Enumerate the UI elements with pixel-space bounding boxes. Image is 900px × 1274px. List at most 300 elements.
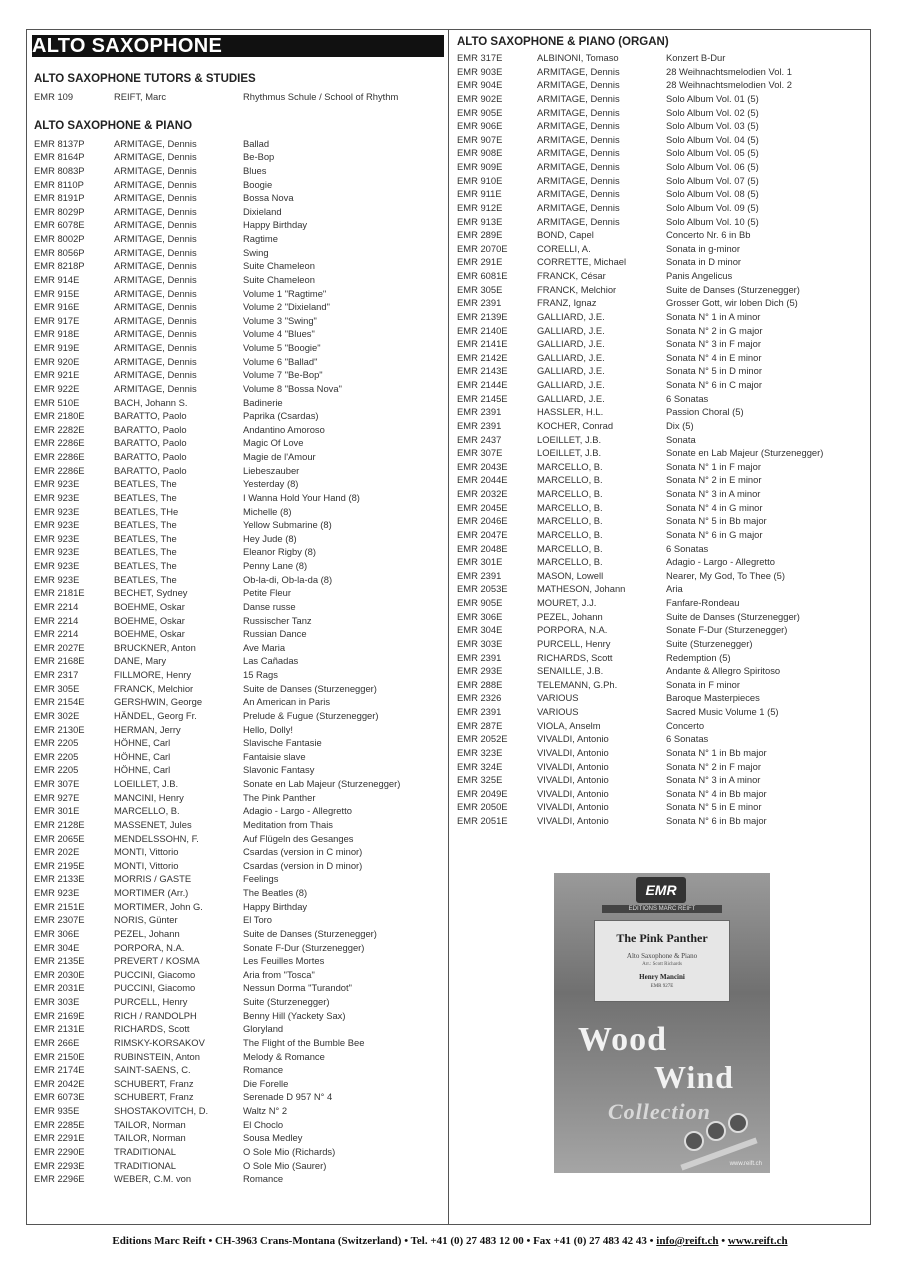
composer-name: PUCCINI, Giacomo [114, 982, 196, 994]
catalog-row [34, 287, 444, 301]
catalog-row [34, 246, 444, 260]
catalog-number: EMR 305E [34, 682, 80, 694]
catalog-number: EMR 2139E [457, 310, 508, 322]
work-title: The Beatles (8) [243, 887, 308, 898]
catalog-row [34, 927, 444, 941]
composer-name: PORPORA, N.A. [114, 941, 185, 953]
work-title: Sonata N° 2 in F major [666, 760, 761, 772]
composer-name: TAILOR, Norman [114, 1118, 186, 1130]
composer-name: SENAILLE, J.B. [537, 665, 604, 677]
catalog-row [34, 654, 444, 668]
composer-name: MANCINI, Henry [114, 791, 184, 803]
work-title: Sonata N° 3 in A minor [666, 774, 761, 786]
work-title: Sonata N° 3 in A minor [666, 488, 761, 499]
composer-name: MENDELSSOHN, F. [114, 832, 199, 844]
composer-name: BARATTO, Paolo [114, 410, 187, 422]
catalog-number: EMR 2070E [457, 242, 508, 254]
catalog-number: EMR 917E [34, 314, 80, 326]
catalog-number: EMR 2043E [457, 460, 508, 472]
catalog-number: EMR 8002P [34, 233, 85, 244]
catalog-number: EMR 923E [34, 560, 80, 571]
catalog-number: EMR 903E [457, 65, 503, 77]
work-title: Redemption (5) [666, 651, 731, 663]
catalog-number: EMR 907E [457, 133, 503, 145]
series-word-wind: Wind [654, 1059, 734, 1095]
work-title: Sousa Medley [243, 1132, 303, 1144]
work-title: Nessun Dorma "Turandot" [243, 982, 352, 994]
composer-name: ARMITAGE, Dennis [114, 260, 197, 272]
work-title: Concerto Nr. 6 in Bb [666, 229, 751, 241]
work-title: Dix (5) [666, 419, 694, 431]
composer-name: ARMITAGE, Dennis [114, 355, 197, 367]
catalog-row [457, 228, 867, 242]
catalog-row [34, 259, 444, 273]
catalog-number: EMR 303E [457, 637, 503, 649]
catalog-row [34, 314, 444, 328]
composer-name: PEZEL, Johann [537, 610, 603, 622]
composer-name: BEATLES, The [114, 519, 177, 531]
catalog-row [34, 1090, 444, 1104]
composer-name: ARMITAGE, Dennis [114, 178, 197, 190]
right-column [457, 36, 867, 828]
composer-name: VIVALDI, Antonio [537, 774, 609, 786]
catalog-row [34, 1172, 444, 1186]
section-title: ALTO SAXOPHONE TUTORS & STUDIES [34, 73, 256, 85]
catalog-number: EMR 2391 [457, 569, 502, 581]
emr-logo: EMR [636, 877, 686, 903]
work-title: Michelle (8) [243, 505, 292, 517]
composer-name: ARMITAGE, Dennis [114, 151, 197, 163]
composer-name: ARMITAGE, Dennis [537, 133, 620, 145]
composer-name: VIVALDI, Antonio [537, 760, 609, 772]
work-title: Nearer, My God, To Thee (5) [666, 569, 785, 581]
catalog-row [457, 133, 867, 147]
work-title: Happy Birthday [243, 219, 308, 231]
composer-name: RUBINSTEIN, Anton [114, 1050, 200, 1062]
composer-name: PURCELL, Henry [537, 637, 611, 649]
catalog-row [34, 627, 444, 641]
composer-name: MARCELLO, B. [537, 542, 603, 554]
composer-name: GALLIARD, J.E. [537, 392, 605, 404]
work-title: Romance [243, 1064, 284, 1076]
catalog-row [34, 777, 444, 791]
composer-name: ARMITAGE, Dennis [537, 201, 620, 213]
catalog-number: EMR 302E [34, 709, 80, 721]
work-title: Sonata N° 6 in Bb major [666, 815, 767, 826]
catalog-row [34, 941, 444, 955]
catalog-number: EMR 2049E [457, 787, 508, 799]
composer-name: BARATTO, Paolo [114, 464, 187, 476]
catalog-number: EMR 202E [34, 846, 80, 858]
catalog-number: EMR 305E [457, 283, 503, 295]
catalog-row [457, 596, 867, 610]
work-title: 28 Weihnachtsmelodien Vol. 1 [666, 65, 792, 77]
work-title: Bossa Nova [243, 192, 294, 204]
left-column [34, 35, 444, 1186]
catalog-number: EMR 2296E [34, 1173, 85, 1185]
catalog-number: EMR 918E [34, 328, 80, 340]
work-title: Volume 1 "Ragtime" [243, 287, 327, 299]
work-title: Volume 8 "Bossa Nova" [243, 382, 342, 394]
work-title: Suite de Danses (Sturzenegger) [243, 682, 377, 694]
work-title: Sonata N° 4 in E minor [666, 351, 762, 363]
catalog-number: EMR 301E [34, 805, 80, 817]
catalog-number: EMR 2391 [457, 419, 502, 431]
catalog-row [34, 641, 444, 655]
catalog-number: EMR 304E [34, 941, 80, 953]
catalog-number: EMR 2286E [34, 451, 85, 462]
catalog-row [457, 269, 867, 283]
catalog-row [34, 1118, 444, 1132]
composer-name: TRADITIONAL [114, 1159, 176, 1171]
work-title: El Toro [243, 914, 273, 926]
composer-name: KOCHER, Conrad [537, 419, 614, 431]
catalog-row [457, 106, 867, 120]
composer-name: BEATLES, The [114, 560, 177, 571]
catalog-number: EMR 923E [34, 887, 80, 898]
work-title: Ballad [243, 137, 270, 149]
cover-number: EMR 927E [650, 984, 674, 989]
catalog-row [34, 450, 444, 464]
catalog-number: EMR 911E [457, 188, 502, 200]
catalog-row [34, 1022, 444, 1036]
catalog-row [34, 600, 444, 614]
catalog-number: EMR 301E [457, 556, 503, 568]
composer-name: MORRIS / GASTE [114, 873, 192, 885]
work-title: Boogie [243, 178, 273, 190]
composer-name: ARMITAGE, Dennis [537, 65, 620, 77]
catalog-row [34, 436, 444, 450]
catalog-number: EMR 8137P [34, 137, 85, 149]
composer-name: BEATLES, The [114, 573, 177, 585]
bullet-icon: • [649, 1235, 657, 1247]
composer-name: BEATLES, The [114, 491, 177, 503]
catalog-number: EMR 2131E [34, 1023, 85, 1035]
work-title: Sonata N° 2 in E minor [666, 474, 762, 486]
catalog-row [457, 814, 867, 828]
catalog-row [457, 65, 867, 79]
catalog-row [457, 732, 867, 746]
catalog-number: EMR 2437 [457, 433, 502, 445]
work-title: Meditation from Thais [243, 818, 333, 830]
work-title: Solo Album Vol. 08 (5) [666, 188, 759, 200]
catalog-number: EMR 2032E [457, 488, 508, 499]
catalog-row [34, 1050, 444, 1064]
work-title: Blues [243, 164, 267, 176]
work-title: Las Cañadas [243, 655, 299, 667]
catalog-number: EMR 2142E [457, 351, 508, 363]
catalog-row [457, 542, 867, 556]
composer-name: NORIS, Günter [114, 914, 178, 926]
catalog-number: EMR 8110P [34, 178, 84, 190]
catalog-row [34, 232, 444, 246]
catalog-row [457, 514, 867, 528]
catalog-number: EMR 2050E [457, 801, 508, 813]
catalog-row [34, 995, 444, 1009]
composer-name: BARATTO, Paolo [114, 451, 187, 462]
catalog-row [34, 586, 444, 600]
cover-url: www.reift.ch [729, 1161, 762, 1167]
catalog-row [457, 242, 867, 256]
work-title: Happy Birthday [243, 900, 308, 912]
composer-name: RICHARDS, Scott [114, 1023, 190, 1035]
work-title: Yesterday (8) [243, 478, 299, 490]
composer-name: MARCELLO, B. [114, 805, 180, 817]
catalog-row [34, 1009, 444, 1023]
catalog-row [34, 1077, 444, 1091]
composer-name: ARMITAGE, Dennis [537, 147, 620, 159]
catalog-number: EMR 2195E [34, 859, 85, 871]
composer-name: ARMITAGE, Dennis [537, 92, 620, 104]
catalog-number: EMR 2065E [34, 832, 85, 844]
work-title: Concerto [666, 719, 705, 731]
composer-name: SCHUBERT, Franz [114, 1091, 194, 1103]
catalog-row [34, 518, 444, 532]
footer-web-link[interactable]: www.reift.ch [727, 1235, 788, 1247]
catalog-row [34, 1063, 444, 1077]
work-title: Hey Jude (8) [243, 532, 297, 544]
catalog-row [457, 255, 867, 269]
catalog-row [457, 746, 867, 760]
catalog-number: EMR 919E [34, 342, 80, 353]
catalog-number: EMR 8191P [34, 192, 85, 204]
catalog-number: EMR 291E [457, 256, 503, 268]
catalog-row [34, 804, 444, 818]
work-title: Solo Album Vol. 02 (5) [666, 106, 759, 118]
footer-email-link[interactable]: info@reift.ch [656, 1235, 719, 1247]
work-title: Aria from "Tosca" [243, 968, 315, 980]
composer-name: MARCELLO, B. [537, 460, 603, 472]
work-title: Sonata N° 4 in G minor [666, 501, 763, 513]
catalog-row [34, 695, 444, 709]
catalog-row [34, 423, 444, 437]
catalog-row [457, 773, 867, 787]
composer-name: PURCELL, Henry [114, 996, 188, 1007]
catalog-number: EMR 2027E [34, 641, 85, 653]
series-word-wood: Wood [578, 1021, 668, 1058]
catalog-row [34, 886, 444, 900]
composer-name: ARMITAGE, Dennis [114, 342, 197, 353]
composer-name: BEATLES, The [114, 478, 177, 490]
work-title: Volume 3 "Swing" [243, 314, 317, 326]
composer-name: HÄNDEL, Georg Fr. [114, 709, 197, 721]
composer-name: PREVERT / KOSMA [114, 955, 200, 967]
catalog-number: EMR 2051E [457, 815, 508, 826]
composer-name: BOEHME, Oskar [114, 614, 185, 626]
composer-name: ARMITAGE, Dennis [537, 188, 620, 200]
catalog-row [34, 682, 444, 696]
work-title: Csardas (version in C minor) [243, 846, 363, 858]
catalog-row [34, 913, 444, 927]
work-title: Suite de Danses (Sturzenegger) [666, 283, 800, 295]
catalog-row [457, 678, 867, 692]
catalog-row [457, 283, 867, 297]
catalog-number: EMR 2141E [457, 338, 508, 350]
work-title: Csardas (version in D minor) [243, 859, 363, 871]
work-title: Sonata N° 1 in F major [666, 460, 761, 472]
catalog-row [457, 473, 867, 487]
composer-name: MASON, Lowell [537, 569, 604, 581]
catalog-number: EMR 293E [457, 665, 503, 677]
work-title: Melody & Romance [243, 1050, 325, 1062]
composer-name: MARCELLO, B. [537, 556, 603, 568]
catalog-number: EMR 905E [457, 106, 503, 118]
cover-publisher: EDITIONS MARC REIFT [602, 905, 722, 913]
catalog-number: EMR 2174E [34, 1064, 85, 1076]
composer-name: MARCELLO, B. [537, 474, 603, 486]
catalog-number: EMR 6073E [34, 1091, 85, 1103]
composer-name: MOURET, J.J. [537, 597, 597, 608]
catalog-number: EMR 288E [457, 678, 503, 690]
catalog-row [457, 691, 867, 705]
catalog-row [34, 845, 444, 859]
catalog-number: EMR 912E [457, 201, 503, 213]
catalog-row [457, 160, 867, 174]
catalog-number: EMR 307E [34, 778, 80, 789]
composer-name: ARMITAGE, Dennis [114, 246, 197, 258]
catalog-row [34, 968, 444, 982]
composer-name: FRANCK, Melchior [537, 283, 617, 295]
catalog-row [457, 310, 867, 324]
composer-name: PORPORA, N.A. [537, 624, 608, 636]
work-title: Solo Album Vol. 09 (5) [666, 201, 759, 213]
composer-name: SHOSTAKOVITCH, D. [114, 1105, 209, 1116]
composer-name: ARMITAGE, Dennis [114, 192, 197, 204]
catalog-number: EMR 317E [457, 52, 503, 63]
catalog-row [34, 750, 444, 764]
catalog-row [34, 545, 444, 559]
catalog-row [457, 446, 867, 460]
catalog-number: EMR 914E [34, 273, 80, 285]
work-title: Rhythmus Schule / School of Rhythm [243, 91, 399, 102]
composer-name: MASSENET, Jules [114, 818, 192, 830]
work-title: Badinerie [243, 396, 283, 408]
catalog-row [34, 832, 444, 846]
catalog-number: EMR 2042E [34, 1077, 85, 1089]
composer-name: SCHUBERT, Franz [114, 1077, 194, 1089]
composer-name: SAINT-SAENS, C. [114, 1064, 191, 1076]
catalog-number: EMR 2031E [34, 982, 85, 994]
catalog-number: EMR 923E [34, 478, 80, 490]
catalog-number: EMR 2205 [34, 750, 79, 762]
catalog-number: EMR 2317 [34, 669, 79, 680]
catalog-number: EMR 2205 [34, 737, 79, 749]
composer-name: BACH, Johann S. [114, 396, 188, 408]
column-divider [448, 29, 449, 1225]
catalog-row [34, 981, 444, 995]
work-title: 6 Sonatas [666, 733, 709, 745]
catalog-row [457, 760, 867, 774]
work-title: Liebeszauber [243, 464, 300, 476]
catalog-number: EMR 906E [457, 120, 503, 132]
section-title-piano-organ: ALTO SAXOPHONE & PIANO (ORGAN) [457, 36, 669, 48]
catalog-row [34, 178, 444, 192]
catalog-number: EMR 6078E [34, 219, 85, 231]
composer-name: VARIOUS [537, 692, 579, 704]
catalog-number: EMR 306E [457, 610, 503, 622]
composer-name: VIVALDI, Antonio [537, 801, 609, 813]
composer-name: VIVALDI, Antonio [537, 733, 609, 745]
work-title: Volume 4 "Blues" [243, 328, 315, 340]
work-title: Sonata N° 5 in D minor [666, 365, 762, 377]
catalog-row [34, 477, 444, 491]
work-title: Suite Chameleon [243, 260, 315, 272]
catalog-number: EMR 2044E [457, 474, 508, 486]
catalog-row [34, 736, 444, 750]
footer-tel: Tel. +41 (0) 27 483 12 00 [410, 1235, 524, 1247]
catalog-number: EMR 2145E [457, 392, 508, 404]
work-title: Volume 7 "Be-Bop" [243, 369, 323, 381]
catalog-row [457, 610, 867, 624]
composer-name: MARCELLO, B. [537, 528, 603, 540]
bullet-icon: • [208, 1235, 216, 1247]
catalog-row [34, 150, 444, 164]
cover-composer: Henry Mancini [639, 973, 685, 981]
composer-name: FILLMORE, Henry [114, 669, 192, 680]
composer-name: BECHET, Sydney [114, 587, 188, 599]
work-title: Panis Angelicus [666, 270, 733, 281]
work-title: Magic Of Love [243, 437, 304, 449]
catalog-list [34, 137, 444, 1186]
catalog-number: EMR 927E [34, 791, 80, 803]
composer-name: BEATLES, The [114, 532, 177, 544]
catalog-row [34, 763, 444, 777]
catalog-number: EMR 287E [457, 719, 503, 731]
catalog-row [34, 368, 444, 382]
catalog-list [34, 90, 444, 104]
catalog-row [34, 1104, 444, 1118]
footer-address: CH-3963 Crans-Montana (Switzerland) [215, 1235, 402, 1247]
work-title: Danse russe [243, 600, 296, 612]
catalog-row [457, 705, 867, 719]
composer-name: ARMITAGE, Dennis [114, 205, 197, 217]
work-title: Sonata N° 1 in Bb major [666, 746, 767, 758]
composer-name: BARATTO, Paolo [114, 423, 187, 435]
catalog-number: EMR 923E [34, 519, 80, 531]
catalog-number: EMR 923E [34, 546, 80, 558]
catalog-row [457, 174, 867, 188]
catalog-row [457, 623, 867, 637]
composer-name: TRADITIONAL [114, 1145, 176, 1157]
catalog-number: EMR 2307E [34, 914, 85, 926]
composer-name: ARMITAGE, Dennis [537, 79, 620, 91]
catalog-number: EMR 510E [34, 396, 80, 408]
catalog-row [34, 491, 444, 505]
catalog-row [457, 419, 867, 433]
catalog-number: EMR 2180E [34, 410, 85, 422]
work-title: Be-Bop [243, 151, 275, 163]
composer-name: ARMITAGE, Dennis [114, 287, 197, 299]
composer-name: FRANCK, César [537, 270, 606, 281]
catalog-row [34, 505, 444, 519]
work-title: Andante & Allegro Spiritoso [666, 665, 781, 677]
series-word-collection: Collection [608, 1099, 711, 1124]
catalog-row [34, 559, 444, 573]
composer-name: GALLIARD, J.E. [537, 379, 605, 390]
cover-title: The Pink Panther [616, 931, 708, 945]
catalog-row [34, 872, 444, 886]
catalog-row [34, 723, 444, 737]
cover-title-panel [594, 920, 730, 1002]
composer-name: ARMITAGE, Dennis [114, 382, 197, 394]
work-title: Penny Lane (8) [243, 560, 308, 571]
work-title: The Pink Panther [243, 791, 316, 803]
composer-name: DANE, Mary [114, 655, 167, 667]
catalog-row [457, 201, 867, 215]
catalog-number: EMR 2214 [34, 628, 79, 640]
work-title: Russischer Tanz [243, 614, 312, 626]
composer-name: MONTI, Vittorio [114, 859, 179, 871]
